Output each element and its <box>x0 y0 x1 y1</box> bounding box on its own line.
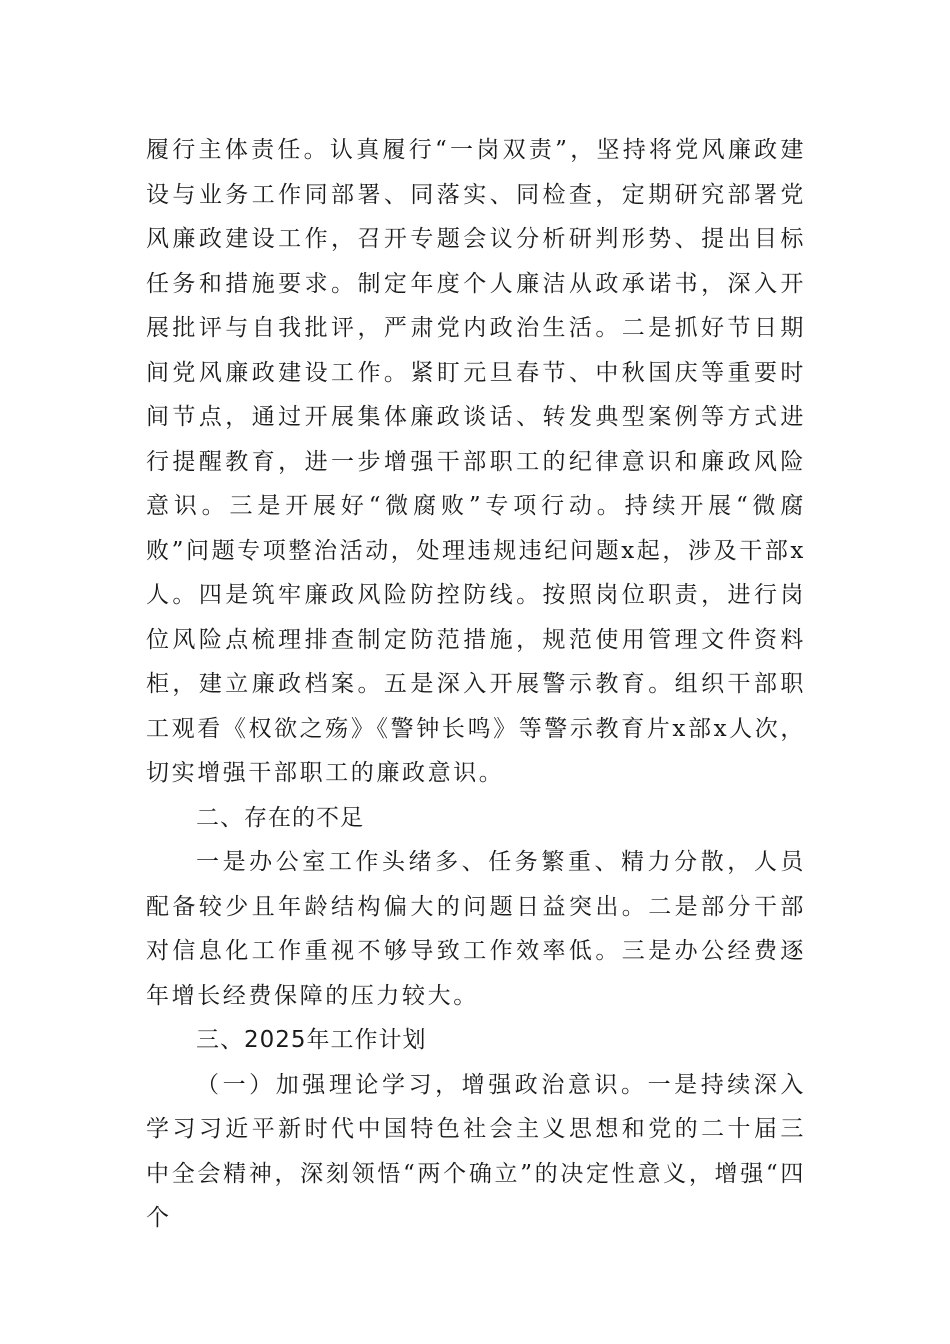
section-heading-shortcomings: 二、存在的不足 <box>196 804 364 831</box>
body-paragraph-work-plan: （一）加强理论学习，增强政治意识。一是持续深入学习习近平新时代中国特色社会主义思想和党的二十届三中全会精神，深刻领悟“两个确立”的决定性意义，增强“四个 <box>146 1071 806 1231</box>
document-body <box>146 128 806 1241</box>
section-heading-work-plan: 三、2025年工作计划 <box>196 1027 427 1053</box>
body-paragraph-shortcomings: 一是办公室工作头绪多、任务繁重、精力分散，人员配备较少且年龄结构偏大的问题日益突出。二是部分干部对信息化工作重视不够导致工作效率低。三是办公经费逐年增长经费保障的压力较大。 <box>146 849 806 1009</box>
body-paragraph-party-conduct: 履行主体责任。认真履行“一岗双责”，坚持将党风廉政建设与业务工作同部署、同落实、同检查，定期研究部署党风廉政建设工作，召开专题会议分析研判形势、提出目标任务和措施要求。制定年度个人廉洁从政承诺书，深入开展批评与自我批评，严肃党内政治生活。二是抓好节日期间党风廉政建设工作。紧盯元旦春节、中秋国庆等重要时间节点，通过开展集体廉政谈话、转发典型案例等方式进行提醒教育，进一步增强干部职工的纪律意识和廉政风险意识。三是开展好“微腐败”专项行动。持续开展“微腐败”问题专项整治活动，处理违规违纪问题x起，涉及干部x人。四是筑牢廉政风险防控防线。按照岗位职责，进行岗位风险点梳理排查制定防范措施，规范使用管理文件资料柜，建立廉政档案。五是深入开展警示教育。组织干部职工观看《权欲之殇》《警钟长鸣》等警示教育片x部x人次，切实增强干部职工的廉政意识。 <box>146 137 806 786</box>
